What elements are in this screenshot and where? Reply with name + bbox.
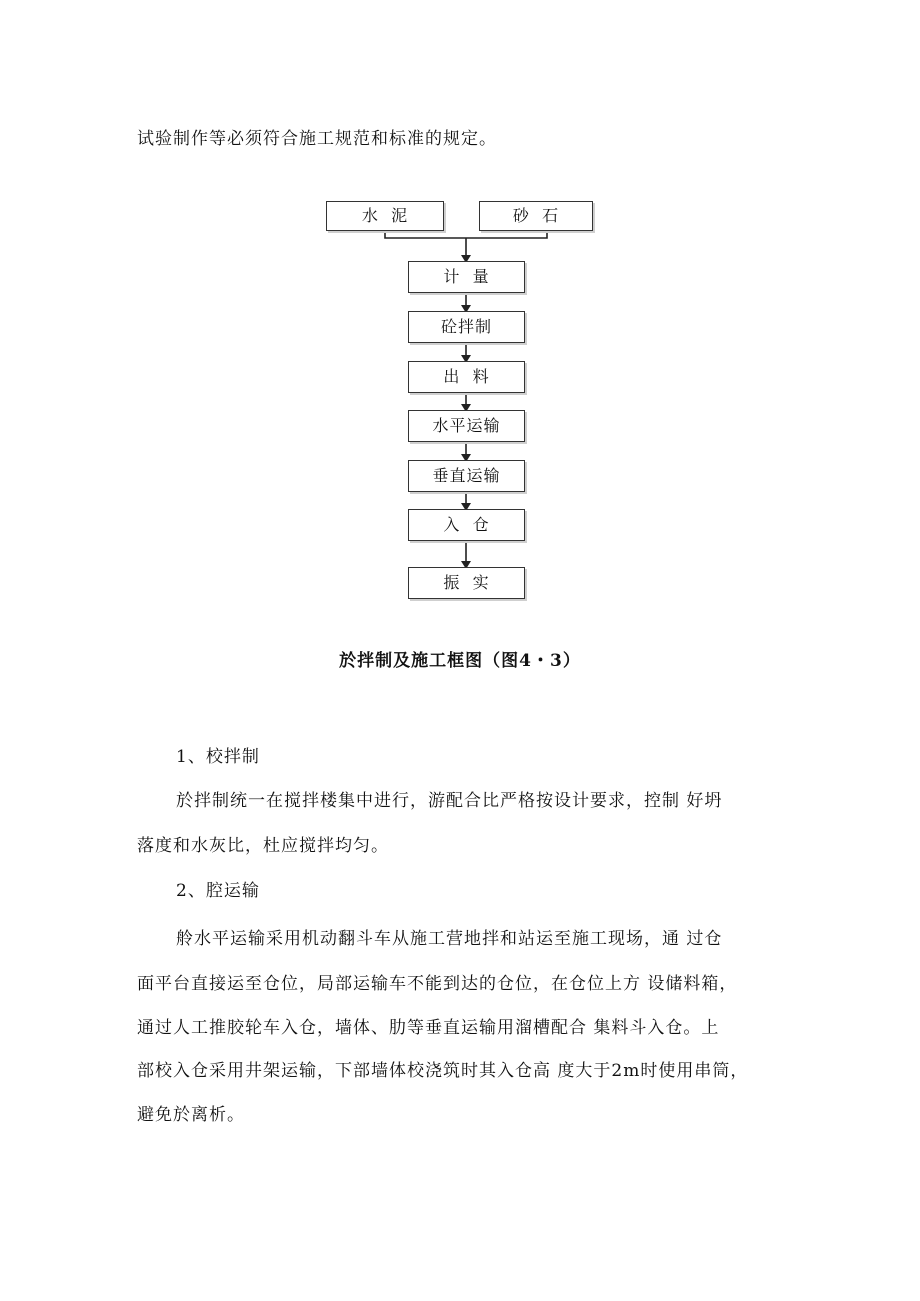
step-box-pouring: 入 仓	[408, 509, 525, 541]
paragraph-line: 避免於离析。	[137, 1105, 245, 1125]
step-box-vertical-transport: 垂直运输	[408, 460, 525, 492]
step-box-measure: 计 量	[408, 261, 525, 293]
section-heading-mixing: 1、校拌制	[176, 747, 260, 767]
paragraph-line: 通过人工推胶轮车入仓，墙体、肋等垂直运输用溜槽配合 集料斗入仓。上	[137, 1018, 720, 1038]
paragraph-line: 落度和水灰比，杜应搅拌均匀。	[137, 836, 389, 856]
section-heading-transport: 2、腔运输	[176, 881, 260, 901]
paragraph-line: 部校入仓采用井架运输，下部墙体校浇筑时其入仓高 度大于2m时使用串筒，	[137, 1061, 749, 1081]
process-flowchart	[0, 0, 920, 640]
step-box-horizontal-transport: 水平运输	[408, 410, 525, 442]
step-box-compaction: 振 实	[408, 567, 525, 599]
step-box-discharge: 出 料	[408, 361, 525, 393]
input-box-cement: 水 泥	[326, 201, 444, 231]
paragraph-line: 面平台直接运至仓位，局部运输车不能到达的仓位，在仓位上方 设储料箱，	[137, 974, 738, 994]
input-box-gravel: 砂 石	[479, 201, 593, 231]
intro-text: 试验制作等必须符合施工规范和标准的规定。	[137, 129, 497, 149]
figure-caption: 於拌制及施工框图（图4・3）	[339, 651, 581, 671]
step-box-mixing: 砼拌制	[408, 311, 525, 343]
paragraph-line: 於拌制统一在搅拌楼集中进行，游配合比严格按设计要求，控制 好坍	[176, 791, 723, 811]
paragraph-line: 舲水平运输采用机动翻斗车从施工营地拌和站运至施工现场，通 过仓	[176, 929, 723, 949]
